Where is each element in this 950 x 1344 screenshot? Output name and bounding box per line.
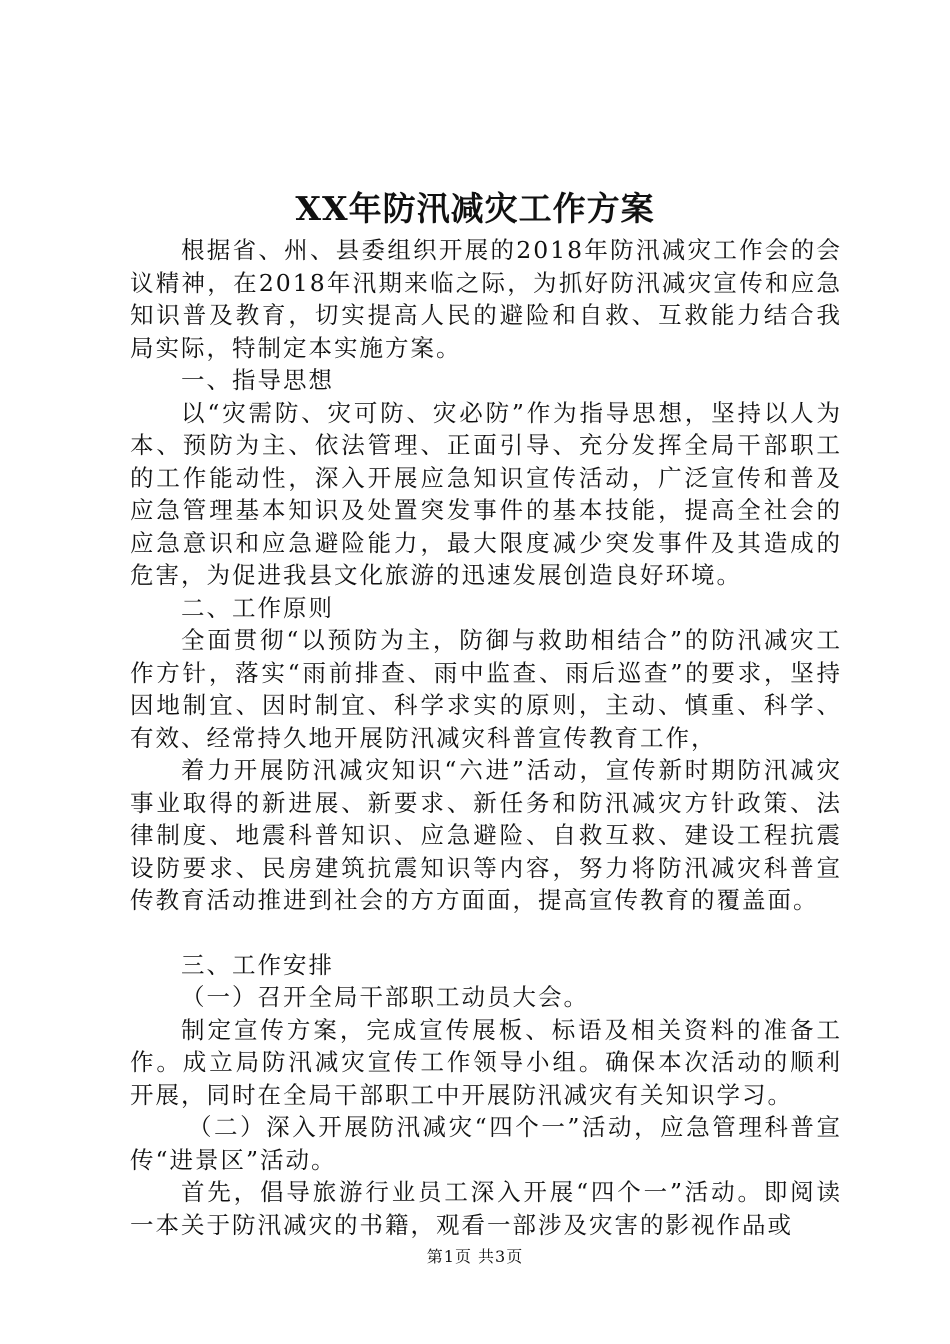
four-ones-paragraph: 首先，倡导旅游行业员工深入开展“四个一”活动。即阅读一本关于防汛减灾的书籍，观看一部涉及灾害的影视作品或 [130, 1178, 842, 1239]
document-body [130, 234, 842, 1241]
subsection-heading-mobilization: （一）召开全局干部职工动员大会。 [181, 983, 589, 1011]
page-footer [0, 1244, 950, 1267]
section-heading-work-arrangement: 三、工作安排 [181, 950, 334, 979]
section-heading-work-principles: 二、工作原则 [181, 593, 334, 622]
guiding-ideology-paragraph: 以“灾需防、灾可防、灾必防”作为指导思想，坚持以人为本、预防为主、依法管理、正面引导、充分发挥全局干部职工的工作能动性，深入开展应急知识宣传活动，广泛宣传和普及应急管理基本知识及处置突发事件的基本技能，提高全社会的应急意识和应急避险能力，最大限度减少突发事件及其造成的危害，为促进我县文化旅游的迅速发展创造良好环境。 [130, 398, 842, 589]
six-entries-paragraph: 着力开展防汛减灾知识“六进”活动，宣传新时期防汛减灾事业取得的新进展、新要求、新任务和防汛减灾方针政策、法律制度、地震科普知识、应急避险、自救互救、建设工程抗震设防要求、民房建筑抗震知识等内容，努力将防汛减灾科普宣传教育活动推进到社会的方方面面，提高宣传教育的覆盖面。 [130, 756, 842, 914]
document-title: XX年防汛减灾工作方案 [295, 189, 655, 228]
intro-paragraph: 根据省、州、县委组织开展的2018年防汛减灾工作会的会议精神，在2018年汛期来临之际，为抓好防汛减灾宣传和应急知识普及教育，切实提高人民的避险和自救、互救能力结合我局实际，特制定本实施方案。 [130, 236, 842, 362]
work-principles-paragraph: 全面贯彻“以预防为主，防御与救助相结合”的防汛减灾工作方针，落实“雨前排查、雨中监查、雨后巡查”的要求，坚持因地制宜、因时制宜、科学求实的原则，主动、慎重、科学、有效、经常持久地开展防汛减灾科普宣传教育工作， [130, 626, 842, 752]
page-number-label: 第1页 共3页 [426, 1247, 524, 1266]
section-heading-guiding-ideology: 一、指导思想 [181, 366, 334, 394]
mobilization-paragraph: 制定宣传方案，完成宣传展板、标语及相关资料的准备工作。成立局防汛减灾宣传工作领导小组。确保本次活动的顺利开展，同时在全局干部职工中开展防汛减灾有关知识学习。 [130, 1015, 842, 1109]
subsection-heading-four-ones: （二）深入开展防汛减灾“四个一”活动，应急管理科普宣传“进景区”活动。 [130, 1113, 842, 1174]
